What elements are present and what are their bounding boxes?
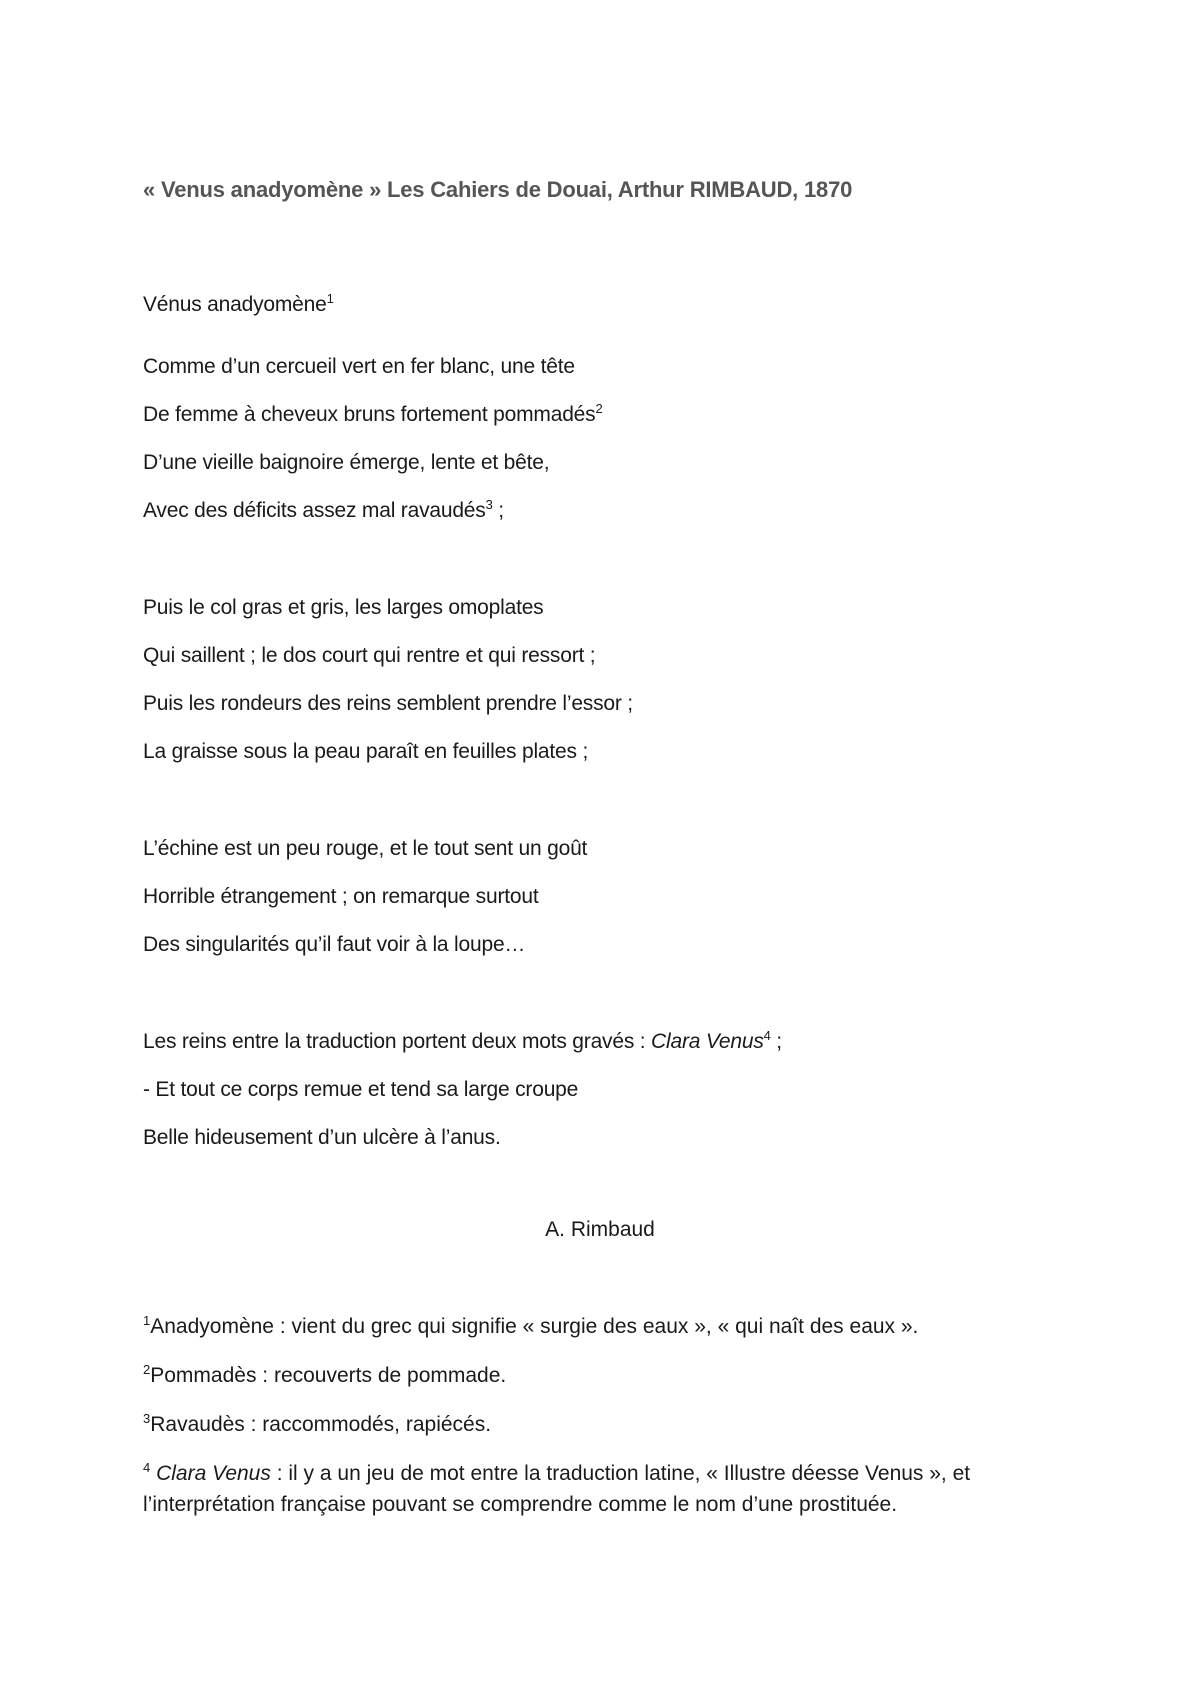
- poem-line-italic: Clara Venus: [651, 1030, 764, 1053]
- poem-line: La graisse sous la peau paraît en feuilles plates ;: [143, 740, 589, 763]
- poem-line: Belle hideusement d’un ulcère à l’anus.: [143, 1126, 501, 1149]
- poem-line: Horrible étrangement ; on remarque surtout: [143, 885, 539, 908]
- footnote-ref: 1: [326, 291, 334, 306]
- poem-line: Qui saillent ; le dos court qui rentre et qui ressort ;: [143, 644, 596, 667]
- footnote-number: 4: [143, 1460, 151, 1475]
- footnote-3: [143, 1409, 1063, 1440]
- poem-title-text: Vénus anadyomène: [143, 293, 327, 316]
- footnote-number: 1: [143, 1313, 151, 1328]
- footnote-ref: 3: [485, 497, 493, 512]
- footnote-italic: Clara Venus: [156, 1462, 271, 1485]
- poem-line: L’échine est un peu rouge, et le tout sent un goût: [143, 837, 588, 860]
- footnote-2: [143, 1360, 1063, 1391]
- poem-line-end: ;: [492, 499, 504, 522]
- poem-line-end: ;: [770, 1030, 782, 1053]
- footnote-text: Anadyomène : vient du grec qui signifie « surgie des eaux », « qui naît des eaux ».: [150, 1315, 919, 1338]
- footnote-4: [143, 1458, 1063, 1520]
- footnote-text: Pommadès : recouverts de pommade.: [150, 1364, 507, 1387]
- poem-line: Des singularités qu’il faut voir à la loupe…: [143, 933, 526, 956]
- poem-line: [143, 1030, 782, 1054]
- footnote-number: 2: [143, 1362, 151, 1377]
- footnote-number: 3: [143, 1411, 151, 1426]
- poem-line: D’une vieille baignoire émerge, lente et bête,: [143, 451, 550, 474]
- poem-line: Puis les rondeurs des reins semblent prendre l’essor ;: [143, 692, 633, 715]
- footnote-text: : il y a un jeu de mot entre la traduction latine, « Illustre déesse Venus », et l’interprétation française pouvant se comprendre comme le nom d’une prostituée.: [143, 1462, 971, 1516]
- poem-line: [143, 499, 504, 523]
- signature: A. Rimbaud: [545, 1218, 655, 1241]
- poem-line: Puis le col gras et gris, les larges omoplates: [143, 596, 544, 619]
- poem-line: - Et tout ce corps remue et tend sa large croupe: [143, 1078, 579, 1101]
- poem-line-text: Les reins entre la traduction portent deux mots gravés :: [143, 1030, 652, 1053]
- poem-line-text: Avec des déficits assez mal ravaudés: [143, 499, 486, 522]
- poem-line-text: De femme à cheveux bruns fortement pommadés: [143, 403, 596, 426]
- footnote-ref: 2: [595, 401, 603, 416]
- footnote-text: Ravaudès : raccommodés, rapiécés.: [150, 1413, 492, 1436]
- footnote-ref: 4: [763, 1028, 771, 1043]
- poem-line: [143, 403, 602, 427]
- footnote-1: [143, 1311, 1063, 1342]
- document-header: « Venus anadyomène » Les Cahiers de Douai, Arthur RIMBAUD, 1870: [143, 177, 853, 202]
- poem-line: Comme d’un cercueil vert en fer blanc, une tête: [143, 355, 575, 378]
- poem-title: [143, 293, 334, 317]
